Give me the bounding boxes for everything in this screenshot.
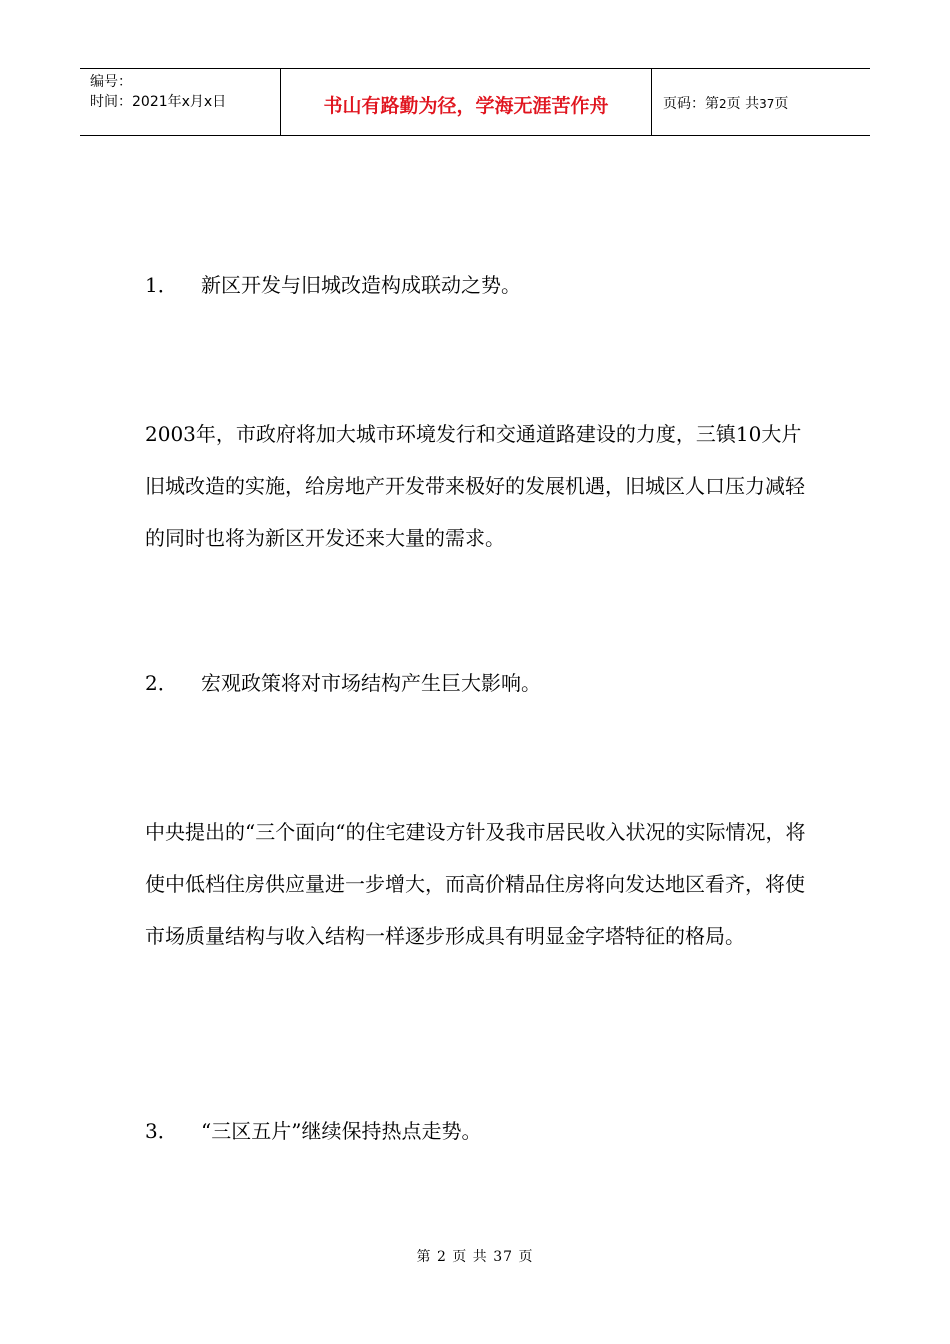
header-meta-cell [80,69,281,135]
page-footer: 第 2 页 共 37 页 [416,1249,534,1265]
section-heading-3 [145,1117,481,1145]
heading-number: 3． [145,1119,178,1143]
page-suffix: 页 [774,96,789,112]
section-paragraph-1: 2003年，市政府将加大城市环境发行和交通道路建设的力度，三镇10大片旧城改造的实施，给房地产开发带来极好的发展机遇，旧城区人口压力减轻的同时也将为新区开发还来大量的需求。 [145,422,805,550]
header-page-number [663,93,870,113]
heading-text: 宏观政策将对市场结构产生巨大影响。 [201,671,541,695]
section-heading-2 [145,669,541,697]
time-label: 时间： [90,94,132,110]
header-page-cell [652,69,870,135]
header-motto: 书山有路勤为径，学海无涯苦作舟 [323,94,609,117]
header-motto-cell [281,69,652,135]
time-line [90,92,280,112]
page-mid: 页 共 [726,96,760,112]
time-value: 2021年x月x日 [132,94,227,110]
serial-label: 编号： [90,74,132,90]
document-header [80,68,870,136]
section-heading-1 [145,271,521,299]
page-total: 37 [759,97,775,111]
heading-text: “三区五片”继续保持热点走势。 [201,1119,482,1143]
page-prefix: 页码：第 [663,96,719,112]
heading-number: 1． [145,273,178,297]
page-current: 2 [719,97,727,111]
heading-number: 2． [145,671,178,695]
section-paragraph-2: 中央提出的“三个面向“的住宅建设方针及我市居民收入状况的实际情况，将使中低档住房供应量进一步增大，而高价精品住房将向发达地区看齐，将使市场质量结构与收入结构一样逐步形成具有明显金字塔特征的格局。 [145,820,806,948]
heading-text: 新区开发与旧城改造构成联动之势。 [201,273,521,297]
